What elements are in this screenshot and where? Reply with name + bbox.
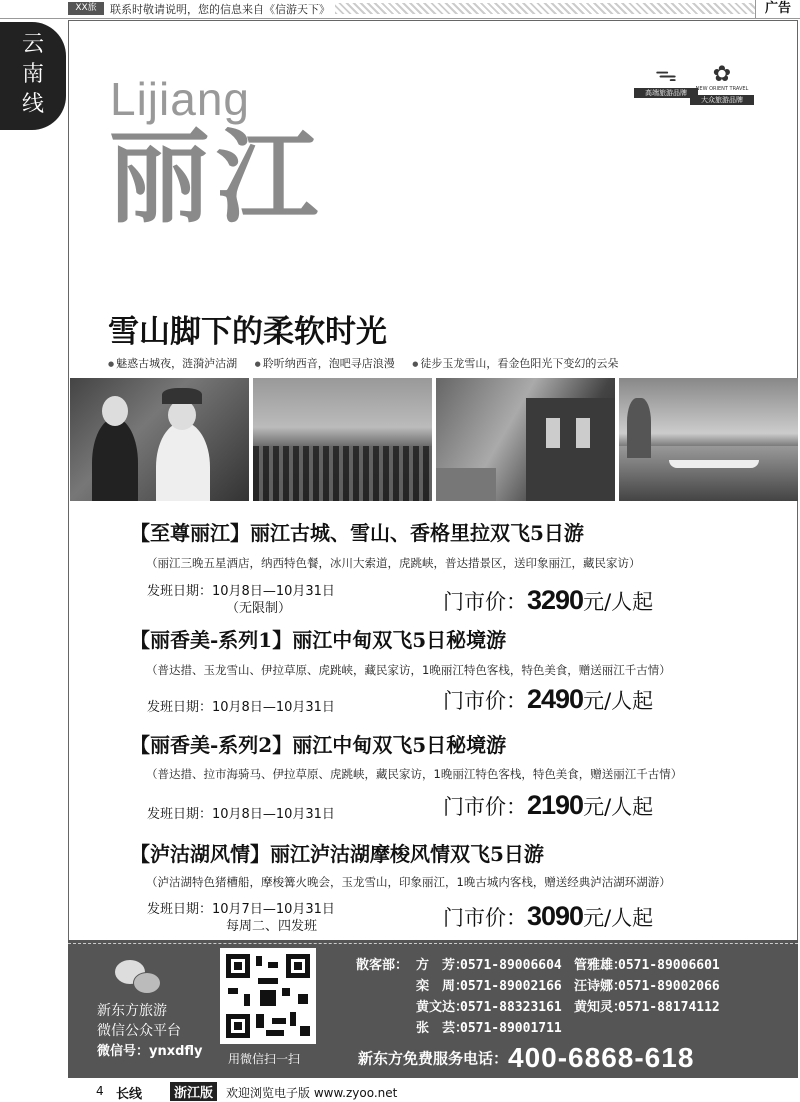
slogan: 雪山脚下的柔软时光 bbox=[108, 314, 387, 350]
price-label: 门市价： bbox=[443, 590, 527, 614]
brand-mark-icon: ᯓ bbox=[655, 62, 677, 87]
route-title: 【泸沽湖风情】丽江泸沽湖摩梭风情双飞5日游 bbox=[130, 842, 544, 866]
contact-list bbox=[356, 955, 732, 1039]
price-label: 门市价： bbox=[443, 689, 527, 713]
route-date-note: （无限制） bbox=[226, 601, 292, 616]
contact-row bbox=[356, 997, 732, 1018]
contact-phone[interactable]: 0571-88323161 bbox=[460, 1000, 562, 1015]
decorative-hatch bbox=[335, 3, 755, 14]
wechat-qr-code[interactable] bbox=[220, 948, 316, 1044]
contact-phone[interactable]: 0571-89002166 bbox=[460, 979, 562, 994]
price-value: 3090 bbox=[527, 901, 584, 931]
price-unit: 元/人起 bbox=[583, 689, 654, 713]
contact-row bbox=[356, 955, 732, 976]
hotline bbox=[358, 1042, 694, 1074]
route-date: 发班日期：10月7日—10月31日 bbox=[147, 902, 335, 917]
publication-logo: XX旅 bbox=[68, 2, 104, 15]
route-price bbox=[443, 585, 653, 616]
contact-name: 张 芸： bbox=[416, 1021, 469, 1036]
price-value: 2490 bbox=[527, 684, 584, 714]
route-date: 发班日期：10月8日—10月31日 bbox=[147, 700, 335, 715]
highlights bbox=[108, 355, 632, 371]
region-char: 南 bbox=[21, 62, 44, 87]
contact-phone[interactable]: 0571-89001711 bbox=[460, 1021, 562, 1036]
photo-lugu-lake bbox=[619, 378, 798, 501]
price-value: 3290 bbox=[527, 585, 584, 615]
wechat-line1: 新东方旅游 bbox=[97, 1003, 167, 1019]
photo-festival-crowd bbox=[253, 378, 432, 501]
region-char: 云 bbox=[21, 32, 44, 57]
contact-name: 方 芳： bbox=[416, 958, 469, 973]
contact-name: 汪诗娜： bbox=[574, 979, 627, 994]
route-date-note: 每周二、四发班 bbox=[226, 919, 318, 934]
route-date: 发班日期：10月8日—10月31日 bbox=[147, 807, 335, 822]
destination-english: Lijiang bbox=[110, 73, 250, 125]
source-notice: 联系时敬请说明，您的信息来自《信游天下》 bbox=[110, 3, 330, 16]
hotline-number[interactable]: 400-6868-618 bbox=[508, 1042, 695, 1073]
price-unit: 元/人起 bbox=[583, 590, 654, 614]
brand-tag: 高端旅游品牌 bbox=[634, 88, 698, 98]
photo-naxi-couple bbox=[70, 378, 249, 501]
price-label: 门市价： bbox=[443, 906, 527, 930]
lotus-icon: ✿ bbox=[712, 62, 732, 87]
publication-name: 长线 bbox=[116, 1087, 143, 1102]
page-footer bbox=[0, 1080, 800, 1100]
hotline-label: 新东方免费服务电话： bbox=[358, 1049, 509, 1068]
highlight-item: ● 聆听纳西音，泡吧寻店浪漫 bbox=[255, 357, 395, 370]
highlight-item: ● 徒步玉龙雪山，看金色阳光下变幻的云朵 bbox=[412, 357, 618, 370]
photo-old-town bbox=[436, 378, 615, 501]
route-price bbox=[443, 901, 653, 932]
wechat-id: 微信号：ynxdfly bbox=[97, 1044, 203, 1059]
contact-phone[interactable]: 0571-89002066 bbox=[618, 979, 720, 994]
wechat-icon bbox=[115, 960, 161, 996]
ebook-link[interactable]: 欢迎浏览电子版 www.zyoo.net bbox=[226, 1086, 398, 1100]
brand-tag: 大众旅游品牌 bbox=[690, 95, 754, 105]
brand-logo-new-orient bbox=[690, 64, 754, 105]
highlight-item: ● 魅惑古城夜，涟漪泸沽湖 bbox=[108, 357, 237, 370]
price-unit: 元/人起 bbox=[583, 906, 654, 930]
contact-name: 管雅雄： bbox=[574, 958, 627, 973]
region-char: 线 bbox=[21, 92, 44, 117]
price-unit: 元/人起 bbox=[583, 795, 654, 819]
edition-badge: 浙江版 bbox=[170, 1082, 217, 1101]
contact-name: 黄知灵： bbox=[574, 1000, 627, 1015]
contact-phone[interactable]: 0571-89006604 bbox=[460, 958, 562, 973]
dashed-divider bbox=[68, 943, 798, 944]
page-number: 4 bbox=[96, 1084, 104, 1098]
contact-name: 栾 周： bbox=[416, 979, 469, 994]
route-price bbox=[443, 790, 653, 821]
destination-chinese: 丽江 bbox=[108, 119, 324, 238]
route-title: 【丽香美-系列2】丽江中甸双飞5日秘境游 bbox=[130, 733, 507, 757]
contact-dept: 散客部： bbox=[356, 958, 409, 973]
contact-row bbox=[356, 976, 732, 997]
brand-en: NEW ORIENT TRAVEL bbox=[695, 86, 749, 92]
top-bar bbox=[0, 0, 800, 19]
route-title: 【至尊丽江】丽江古城、雪山、香格里拉双飞5日游 bbox=[130, 521, 584, 545]
ad-label: 广告 bbox=[755, 0, 800, 18]
route-title: 【丽香美-系列1】丽江中甸双飞5日秘境游 bbox=[130, 628, 507, 652]
price-label: 门市价： bbox=[443, 795, 527, 819]
route-desc: （普达措、玉龙雪山、伊拉草原、虎跳峡，藏民家访，1晚丽江特色客栈，特色美食，赠送丽江千古情） bbox=[146, 663, 671, 677]
contact-row bbox=[356, 1018, 732, 1039]
route-desc: （丽江三晚五星酒店，纳西特色餐，冰川大索道，虎跳峡，普达措景区，送印象丽江，藏民家访） bbox=[146, 556, 641, 570]
route-date: 发班日期：10月8日—10月31日 bbox=[147, 584, 335, 599]
route-price bbox=[443, 684, 653, 715]
contact-name: 黄文达： bbox=[416, 1000, 469, 1015]
wechat-line2: 微信公众平台 bbox=[97, 1023, 181, 1039]
region-tab bbox=[0, 22, 66, 130]
contact-phone[interactable]: 0571-89006601 bbox=[618, 958, 720, 973]
route-desc: （普达措、拉市海骑马、伊拉草原、虎跳峡，藏民家访，1晚丽江特色客栈，特色美食，赠送丽江千古情） bbox=[146, 767, 683, 781]
route-desc: （泸沽湖特色猪槽船，摩梭篝火晚会，玉龙雪山，印象丽江，1晚古城内客栈，赠送经典泸沽湖环湖游） bbox=[146, 875, 671, 889]
qr-scan-label: 用微信扫一扫 bbox=[228, 1052, 301, 1066]
brand-logo-premium bbox=[634, 64, 698, 98]
price-value: 2190 bbox=[527, 790, 584, 820]
contact-phone[interactable]: 0571-88174112 bbox=[618, 1000, 720, 1015]
